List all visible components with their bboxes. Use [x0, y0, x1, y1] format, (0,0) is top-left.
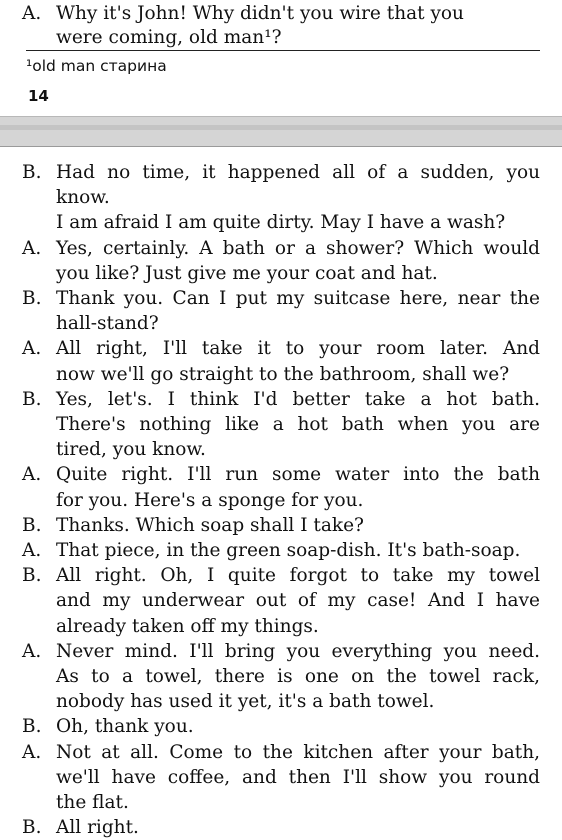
- dialogue-line: [56, 26, 282, 50]
- page-number: 14: [28, 87, 49, 105]
- dialogue-line: All right.: [56, 817, 139, 839]
- dialogue-line: Quite right. I'll run some water into the bath: [56, 464, 540, 486]
- turn-text: [56, 513, 540, 538]
- dialogue-line: already taken off my things.: [56, 615, 319, 637]
- dialogue-line: Yes, let's. I think I'd better take a hot bath.: [56, 388, 540, 410]
- dialogue-line: now we'll go straight to the bathroom, shall we?: [56, 363, 510, 385]
- dialogue-line: Had no time, it happened all of a sudden, you know.: [56, 162, 540, 209]
- speaker-label: A.: [22, 464, 42, 486]
- dialogue-turn: [22, 286, 540, 336]
- speaker-label: A.: [22, 338, 42, 360]
- dialogue-line: tired, you know.: [56, 439, 206, 461]
- dialogue-turn: [22, 513, 540, 538]
- dialogue-line: the flat.: [56, 792, 129, 814]
- dialogue-line: That piece, in the green soap-dish. It's bath-soap.: [56, 540, 521, 562]
- footnote-divider: [26, 50, 540, 51]
- speaker-label: A.: [22, 640, 42, 662]
- page-separator: [0, 116, 562, 147]
- dialogue-line: Not at all. Come to the kitchen after your bath,: [56, 741, 540, 763]
- dialogue: [22, 160, 540, 840]
- dialogue-turn: [22, 160, 540, 236]
- turn-text: [56, 538, 540, 563]
- turn-text: [56, 639, 540, 715]
- dialogue-line: I am afraid I am quite dirty. May I have a wash?: [56, 212, 506, 234]
- speaker-label: B.: [22, 162, 42, 183]
- speaker-label: B.: [22, 288, 42, 310]
- speaker-label: A.: [22, 741, 42, 763]
- dialogue-line: As to a towel, there is one on the towel rack,: [56, 666, 540, 688]
- line-text: Why it's John! Why didn't you wire that you: [56, 3, 464, 24]
- turn-text: [56, 286, 540, 336]
- dialogue-line: There's nothing like a hot bath when you are: [56, 414, 540, 436]
- dialogue-turn: [22, 815, 540, 840]
- turn-text: [56, 336, 540, 386]
- dialogue-line: for you. Here's a sponge for you.: [56, 489, 364, 511]
- footnote: ¹old man старина: [26, 57, 167, 75]
- turn-text: [56, 160, 540, 236]
- turn-text: [56, 714, 540, 739]
- dialogue-line: All right, I'll take it to your room later. And: [56, 338, 540, 360]
- dialogue-turn: [22, 236, 540, 286]
- speaker-label: B.: [22, 514, 42, 536]
- dialogue-line: you like? Just give me your coat and hat.: [56, 262, 438, 284]
- dialogue-line: All right. Oh, I quite forgot to take my towel: [56, 565, 540, 587]
- speaker-label: B.: [22, 388, 42, 410]
- dialogue-turn: [22, 714, 540, 739]
- dialogue-turn: [22, 538, 540, 563]
- speaker-label: B.: [22, 817, 42, 839]
- turn-text: [56, 563, 540, 639]
- dialogue-line: and my underwear out of my case! And I have: [56, 590, 540, 612]
- dialogue-line: Thanks. Which soap shall I take?: [56, 514, 364, 536]
- dialogue-line: Thank you. Can I put my suitcase here, near the: [56, 288, 540, 310]
- dialogue-line: we'll have coffee, and then I'll show you round: [56, 766, 540, 788]
- dialogue-line: nobody has used it yet, it's a bath towel.: [56, 691, 435, 713]
- dialogue-turn: [22, 740, 540, 816]
- turn-text: [56, 815, 540, 840]
- turn-text: [56, 236, 540, 286]
- dialogue-line: Yes, certainly. A bath or a shower? Which would: [56, 237, 540, 259]
- dialogue-line: hall-stand?: [56, 313, 159, 335]
- line-text: were coming, old man¹?: [56, 27, 282, 48]
- speaker-label: A.: [22, 3, 42, 24]
- previous-page-fragment: [0, 0, 562, 116]
- speaker-label: A.: [22, 237, 42, 259]
- dialogue-turn: [22, 336, 540, 386]
- speaker-label: B.: [22, 716, 42, 738]
- speaker-label: B.: [22, 565, 42, 587]
- dialogue-line: Never mind. I'll bring you everything you need.: [56, 640, 540, 662]
- dialogue-line: [22, 2, 464, 26]
- dialogue-turn: [22, 639, 540, 715]
- dialogue-turn: [22, 563, 540, 639]
- dialogue-turn: [22, 387, 540, 463]
- turn-text: [56, 462, 540, 512]
- turn-text: [56, 387, 540, 463]
- dialogue-turn: [22, 462, 540, 512]
- turn-text: [56, 740, 540, 816]
- dialogue-line: Oh, thank you.: [56, 716, 194, 738]
- next-page: [0, 146, 562, 839]
- speaker-label: A.: [22, 540, 42, 562]
